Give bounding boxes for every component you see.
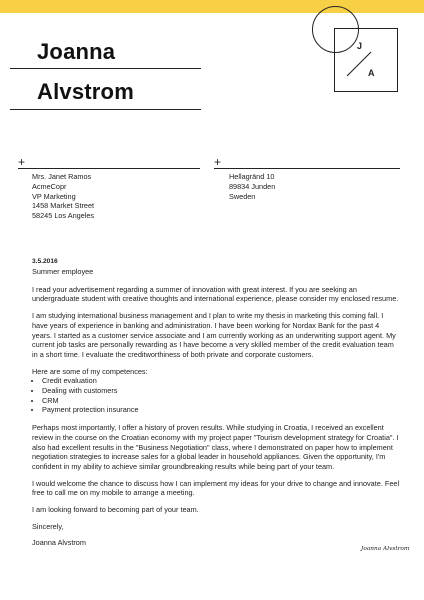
name-divider-top <box>10 68 201 69</box>
sender-country: Sweden <box>229 191 256 201</box>
last-name: Alvstrom <box>37 79 134 104</box>
paragraph-experience: I am studying international business management and I plan to write my thesis in marketing this coming fall. I have years of experience in banking and administration. I have been working for Nordax Bank for the past 4 years. I started as a customer service associate and I am currently working as an underwriting support agent. My current job tasks are personally rewarding as I have become a very skilled member of the credit evaluation team in a short time. I evaluate the creditworthiness of both private and corporate customers. <box>32 311 396 359</box>
recipient-title: VP Marketing <box>32 191 76 201</box>
recipient-name: Mrs. Janet Ramos <box>32 172 92 181</box>
paragraph-intro: I read your advertisement regarding a summer of innovation with great interest. If you are seeking an undergraduate student with creative thoughts and international experience, please consider my enclosed resume. <box>32 284 399 304</box>
recipient-company: AcmeCopr <box>32 181 67 191</box>
sender-address <box>229 172 275 201</box>
recipient-divider <box>18 168 200 169</box>
competences-intro: Here are some of my competences: <box>32 366 148 376</box>
list-item: • Payment protection insurance <box>42 405 400 415</box>
sender-city: 89834 Junden <box>229 181 276 191</box>
closing: Sincerely, <box>32 521 64 531</box>
list-item: • Credit evaluation <box>42 376 400 386</box>
sender-divider <box>214 168 400 169</box>
recipient-address <box>32 172 94 221</box>
plus-icon: + <box>214 155 222 169</box>
letter-body <box>32 267 400 555</box>
signature: Joanna Alvstrom <box>361 546 410 552</box>
monogram-initial-first: J <box>357 41 363 51</box>
recipient-street: 1458 Market Street <box>32 201 95 211</box>
competences-list <box>32 376 400 415</box>
paragraph-results: Perhaps most importantly, I offer a history of proven results. While studying in Croatia, I received an excellent review in the course on the Croatian economy with my project paper "Tourism development strategy for Croatia". I also had excellent results in the "Business Negotiation" class, where I demonstrated on paper how to implement negotiation strategies to increase sales for a global leader in household appliances. Given the opportunity, I'm confident in my ability to achieve similar groundbreaking results while being part of your team. <box>32 423 399 471</box>
name-divider-bottom <box>10 109 201 110</box>
accent-bar <box>0 0 424 13</box>
plus-icon: + <box>18 155 26 169</box>
letter-date: 3.5.2016 <box>32 258 58 265</box>
first-name: Joanna <box>37 39 116 64</box>
sender-street: Hellagränd 10 <box>229 172 275 181</box>
letter-subject: Summer employee <box>32 267 94 276</box>
signed-name: Joanna Alvstrom <box>32 538 86 548</box>
recipient-city: 58245 Los Angeles <box>32 211 95 221</box>
paragraph-looking-forward: I am looking forward to becoming part of your team. <box>32 505 199 515</box>
list-item: • CRM <box>42 396 400 406</box>
monogram-initial-last: A <box>368 68 375 78</box>
paragraph-meeting: I would welcome the chance to discuss how I can implement my ideas for your drive to change and innovate. Feel free to call me on my mobile to arrange a meeting. <box>32 478 400 498</box>
list-item: • Dealing with customers <box>42 386 400 396</box>
